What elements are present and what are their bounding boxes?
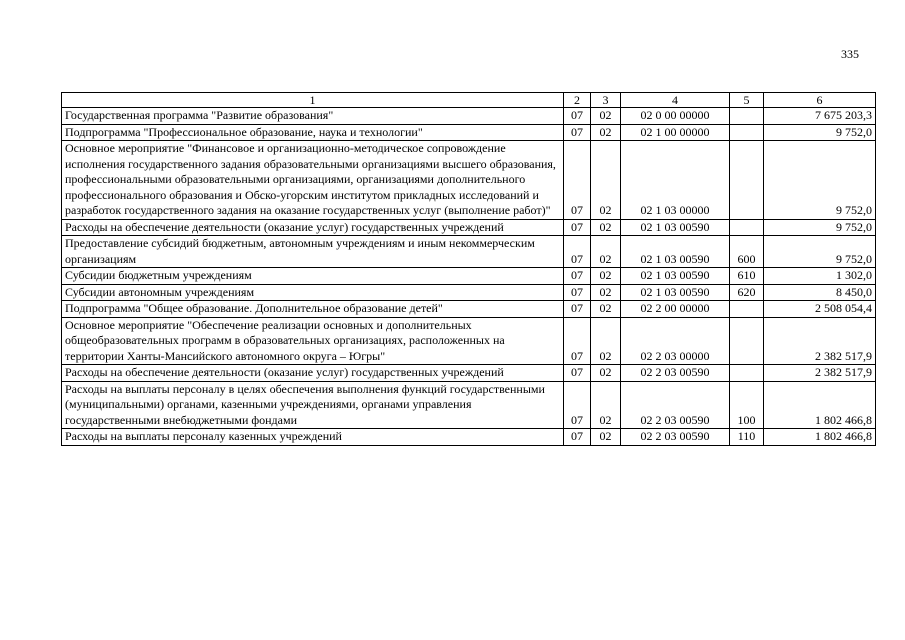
header-col-4: 4 xyxy=(621,93,730,108)
row-amount-cell: 2 382 517,9 xyxy=(764,365,876,382)
header-col-2: 2 xyxy=(564,93,591,108)
row-expense-type-cell: 100 xyxy=(730,381,764,429)
row-target-article-cell: 02 2 03 00000 xyxy=(621,317,730,365)
row-expense-type-cell xyxy=(730,365,764,382)
row-subsection-cell: 02 xyxy=(591,365,621,382)
row-name-cell: Расходы на выплаты персоналу казенных учреждений xyxy=(62,429,564,446)
table-row xyxy=(62,284,876,301)
row-name-cell: Предоставление субсидий бюджетным, автономным учреждениям и иным некоммерческим организациям xyxy=(62,236,564,268)
row-section-cell: 07 xyxy=(564,268,591,285)
table-row xyxy=(62,365,876,382)
row-amount-cell: 1 302,0 xyxy=(764,268,876,285)
row-target-article-cell: 02 1 03 00590 xyxy=(621,219,730,236)
table-row xyxy=(62,124,876,141)
row-name-cell: Подпрограмма "Общее образование. Дополнительное образование детей" xyxy=(62,301,564,318)
table-row xyxy=(62,108,876,125)
header-col-3: 3 xyxy=(591,93,621,108)
row-target-article-cell: 02 2 03 00590 xyxy=(621,429,730,446)
row-amount-cell: 8 450,0 xyxy=(764,284,876,301)
table-row xyxy=(62,301,876,318)
row-amount-cell: 7 675 203,3 xyxy=(764,108,876,125)
row-expense-type-cell xyxy=(730,317,764,365)
row-section-cell: 07 xyxy=(564,141,591,220)
row-section-cell: 07 xyxy=(564,301,591,318)
row-amount-cell: 2 382 517,9 xyxy=(764,317,876,365)
row-amount-cell: 1 802 466,8 xyxy=(764,429,876,446)
row-amount-cell: 9 752,0 xyxy=(764,141,876,220)
header-col-5: 5 xyxy=(730,93,764,108)
row-section-cell: 07 xyxy=(564,284,591,301)
row-target-article-cell: 02 2 00 00000 xyxy=(621,301,730,318)
row-name-cell: Субсидии автономным учреждениям xyxy=(62,284,564,301)
row-amount-cell: 9 752,0 xyxy=(764,124,876,141)
row-section-cell: 07 xyxy=(564,317,591,365)
row-target-article-cell: 02 1 00 00000 xyxy=(621,124,730,141)
row-amount-cell: 2 508 054,4 xyxy=(764,301,876,318)
row-name-cell: Основное мероприятие "Финансовое и организационно-методическое сопровождение исполнения государственного задания образовательными организациями высшего образования, профессиональными образовательными организациями, организациями дополнительного профессионального образования и Обско-угорским институтом прикладных исследований и разработок государственного задания на оказание государственных услуг (выполнение работ)" xyxy=(62,141,564,220)
row-amount-cell: 9 752,0 xyxy=(764,236,876,268)
row-section-cell: 07 xyxy=(564,429,591,446)
budget-table xyxy=(61,92,876,446)
row-expense-type-cell: 610 xyxy=(730,268,764,285)
row-section-cell: 07 xyxy=(564,124,591,141)
table-row xyxy=(62,141,876,220)
row-subsection-cell: 02 xyxy=(591,219,621,236)
table-row xyxy=(62,317,876,365)
row-name-cell: Основное мероприятие "Обеспечение реализации основных и дополнительных общеобразовательных программ в образовательных организациях, расположенных на территории Ханты-Мансийского автономного округа – Югры" xyxy=(62,317,564,365)
table-header-row xyxy=(62,93,876,108)
row-target-article-cell: 02 2 03 00590 xyxy=(621,365,730,382)
row-subsection-cell: 02 xyxy=(591,268,621,285)
row-subsection-cell: 02 xyxy=(591,429,621,446)
row-expense-type-cell xyxy=(730,108,764,125)
row-expense-type-cell xyxy=(730,141,764,220)
row-expense-type-cell: 110 xyxy=(730,429,764,446)
header-col-6: 6 xyxy=(764,93,876,108)
row-section-cell: 07 xyxy=(564,381,591,429)
row-target-article-cell: 02 1 03 00590 xyxy=(621,284,730,301)
table-row xyxy=(62,236,876,268)
table-row xyxy=(62,381,876,429)
row-subsection-cell: 02 xyxy=(591,236,621,268)
row-amount-cell: 1 802 466,8 xyxy=(764,381,876,429)
row-subsection-cell: 02 xyxy=(591,317,621,365)
row-name-cell: Подпрограмма "Профессиональное образование, наука и технологии" xyxy=(62,124,564,141)
row-target-article-cell: 02 0 00 00000 xyxy=(621,108,730,125)
row-section-cell: 07 xyxy=(564,108,591,125)
row-target-article-cell: 02 2 03 00590 xyxy=(621,381,730,429)
row-name-cell: Расходы на выплаты персоналу в целях обеспечения выполнения функций государственными (муниципальными) органами, казенными учреждениями, органами управления государственными внебюджетными фондами xyxy=(62,381,564,429)
row-subsection-cell: 02 xyxy=(591,141,621,220)
row-target-article-cell: 02 1 03 00000 xyxy=(621,141,730,220)
row-expense-type-cell xyxy=(730,219,764,236)
row-name-cell: Субсидии бюджетным учреждениям xyxy=(62,268,564,285)
row-name-cell: Расходы на обеспечение деятельности (оказание услуг) государственных учреждений xyxy=(62,219,564,236)
row-expense-type-cell: 600 xyxy=(730,236,764,268)
row-expense-type-cell xyxy=(730,301,764,318)
row-section-cell: 07 xyxy=(564,236,591,268)
row-expense-type-cell: 620 xyxy=(730,284,764,301)
table-row xyxy=(62,429,876,446)
row-subsection-cell: 02 xyxy=(591,284,621,301)
row-subsection-cell: 02 xyxy=(591,108,621,125)
row-expense-type-cell xyxy=(730,124,764,141)
row-amount-cell: 9 752,0 xyxy=(764,219,876,236)
row-target-article-cell: 02 1 03 00590 xyxy=(621,236,730,268)
header-col-1: 1 xyxy=(62,93,564,108)
row-subsection-cell: 02 xyxy=(591,301,621,318)
row-name-cell: Государственная программа "Развитие образования" xyxy=(62,108,564,125)
row-section-cell: 07 xyxy=(564,219,591,236)
row-section-cell: 07 xyxy=(564,365,591,382)
row-name-cell: Расходы на обеспечение деятельности (оказание услуг) государственных учреждений xyxy=(62,365,564,382)
table-row xyxy=(62,268,876,285)
row-subsection-cell: 02 xyxy=(591,381,621,429)
row-subsection-cell: 02 xyxy=(591,124,621,141)
table-row xyxy=(62,219,876,236)
row-target-article-cell: 02 1 03 00590 xyxy=(621,268,730,285)
page-number: 335 xyxy=(841,47,859,61)
